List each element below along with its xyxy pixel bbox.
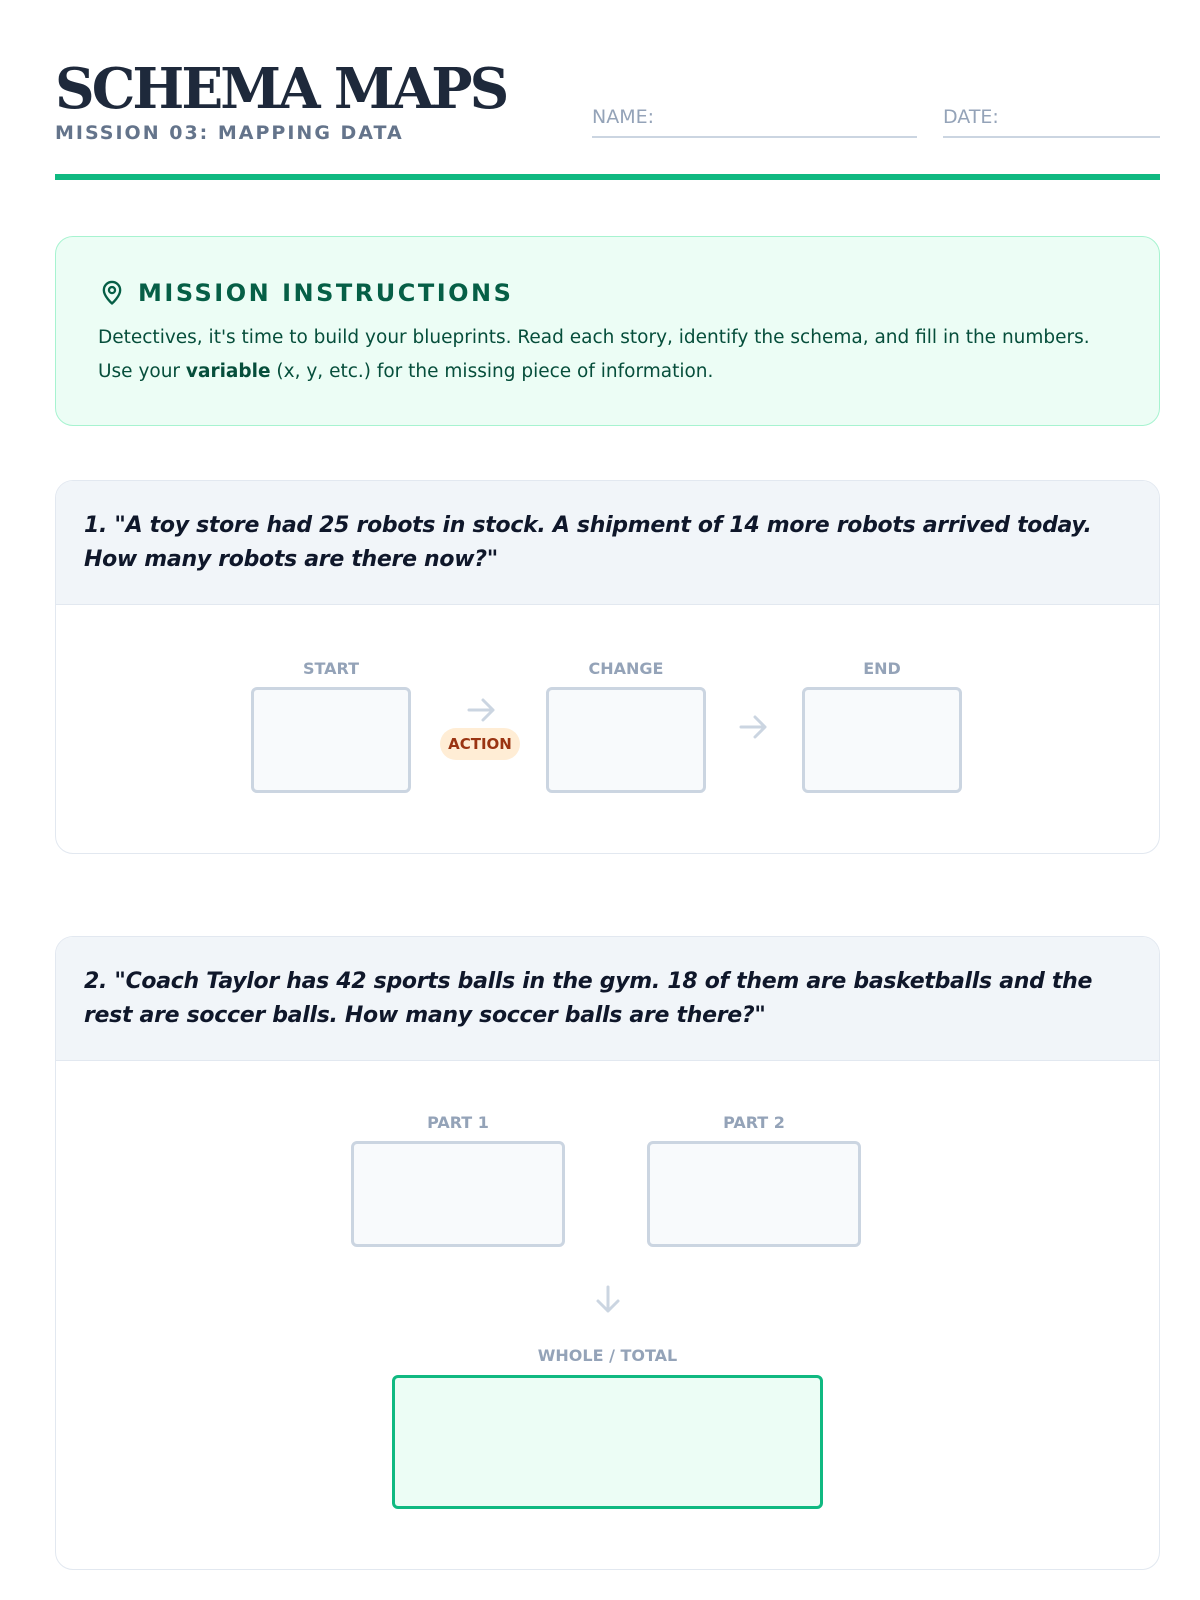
instructions-text-part: Detectives, it's time to build your blueprints. Read each story, identify the schema, and fill in the numbers. Use your (98, 327, 1090, 382)
end-label: END (863, 659, 901, 678)
total-box[interactable] (392, 1375, 823, 1509)
end-box[interactable] (802, 687, 962, 793)
instructions-text (98, 321, 1128, 389)
instructions-text-part: (x, y, etc.) for the missing piece of information. (270, 361, 714, 382)
arrow-right-icon (464, 693, 498, 727)
question-text: 1. "A toy store had 25 robots in stock. A shipment of 14 more robots arrived today. How many robots are there now?" (84, 513, 1092, 572)
instructions-panel (55, 236, 1160, 426)
action-badge: ACTION (440, 728, 520, 760)
page-title: SCHEMA MAPS (55, 56, 507, 122)
instructions-bold-word: variable (185, 361, 271, 382)
problem-card-1 (55, 480, 1160, 854)
instructions-heading (98, 279, 513, 307)
arrow-right-icon (736, 710, 770, 744)
header-divider (55, 174, 1160, 180)
part1-label: PART 1 (427, 1113, 489, 1132)
page-subtitle: MISSION 03: MAPPING DATA (55, 122, 404, 144)
question-header (56, 481, 1159, 605)
question-header (56, 937, 1159, 1061)
part1-box[interactable] (351, 1141, 565, 1247)
change-label: CHANGE (588, 659, 664, 678)
total-label: WHOLE / TOTAL (537, 1346, 678, 1365)
date-field[interactable] (943, 104, 1160, 138)
question-text: 2. "Coach Taylor has 42 sports balls in the gym. 18 of them are basketballs and the rest are soccer balls. How many soccer balls are there?" (84, 969, 1093, 1028)
start-label: START (302, 659, 360, 678)
start-box[interactable] (251, 687, 411, 793)
map-pin-icon (98, 279, 126, 307)
date-label: DATE: (943, 106, 999, 128)
part2-label: PART 2 (723, 1113, 785, 1132)
name-label: NAME: (592, 106, 655, 128)
instructions-title: MISSION INSTRUCTIONS (138, 279, 514, 307)
name-field[interactable] (592, 104, 917, 138)
arrow-down-icon (591, 1282, 625, 1316)
part2-box[interactable] (647, 1141, 861, 1247)
worksheet-header (55, 58, 1160, 183)
problem-card-2 (55, 936, 1160, 1570)
change-box[interactable] (546, 687, 706, 793)
